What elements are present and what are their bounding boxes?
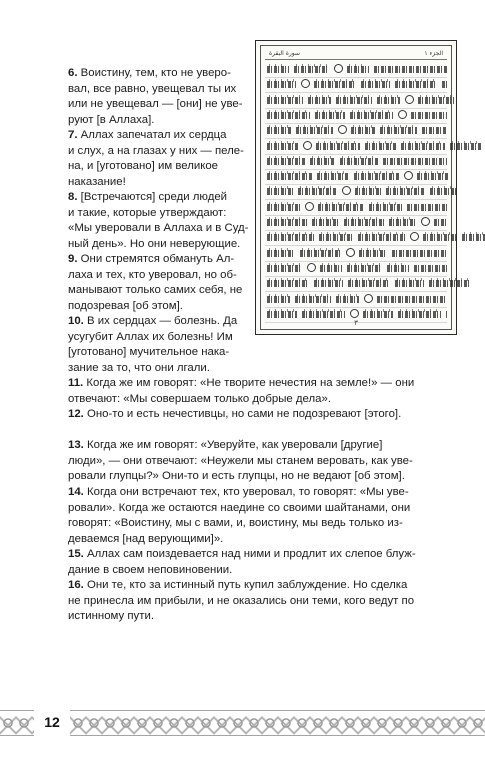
verse-12 — [68, 407, 428, 423]
arabic-diacritic-mark — [269, 110, 308, 113]
arabic-word-mark — [386, 188, 425, 195]
arabic-word-mark — [267, 158, 305, 165]
arabic-diacritic-mark — [389, 263, 407, 266]
quran-script-line — [265, 139, 447, 155]
arabic-word-mark — [383, 158, 447, 165]
arabic-diacritic-mark — [352, 110, 391, 113]
arabic-diacritic-mark — [269, 278, 307, 281]
verse-line: наказание! — [68, 175, 126, 188]
arabic-diacritic-mark — [342, 156, 376, 159]
arabic-diacritic-mark — [269, 232, 312, 235]
arabic-diacritic-mark — [400, 309, 439, 312]
arabic-diacritic-mark — [269, 248, 293, 251]
verse-line: на, и [уготовано] им великое — [68, 160, 218, 173]
arabic-diacritic-mark — [269, 263, 300, 266]
ayah-marker-icon — [398, 110, 407, 119]
arabic-word-mark — [411, 112, 447, 119]
arabic-word-mark — [294, 66, 329, 73]
verse-7 — [68, 128, 246, 190]
arabic-diacritic-mark — [346, 217, 382, 220]
arabic-word-mark — [315, 112, 345, 119]
arabic-diacritic-mark — [360, 232, 403, 235]
verse-line: зание за то, что они лгали. — [68, 361, 210, 374]
arabic-word-mark — [314, 280, 343, 287]
quran-script-line — [265, 184, 447, 200]
verse-line: вал, все равно, увещевал ты их — [68, 82, 237, 95]
arabic-word-mark — [354, 173, 399, 180]
verse-8 — [68, 190, 249, 252]
arabic-word-mark — [267, 296, 290, 303]
ayah-marker-icon — [421, 217, 430, 226]
verse-number: 7. — [68, 129, 78, 141]
arabic-diacritic-mark — [367, 141, 394, 144]
arabic-diacritic-mark — [419, 171, 447, 174]
arabic-diacritic-mark — [269, 294, 288, 297]
arabic-diacritic-mark — [316, 278, 341, 281]
arabic-word-mark — [267, 173, 312, 180]
verse-line: не принесла им прибыли, и не оказались они теми, кого ведут по — [68, 594, 415, 607]
quran-page-header — [265, 48, 447, 60]
verse-line: или не увещевал — [они] не уве- — [68, 98, 243, 111]
footer-ornament-right — [70, 710, 485, 736]
verse-line: В их сердцах — болезнь. Да — [83, 315, 238, 327]
arabic-word-mark — [417, 173, 449, 180]
quran-script-line — [265, 276, 447, 292]
arabic-word-mark — [296, 127, 333, 134]
arabic-word-mark — [359, 250, 387, 257]
arabic-word-mark — [267, 112, 310, 119]
arabic-word-mark — [295, 296, 331, 303]
verse-line: «Мы уверовали в Аллаха и в Суд- — [68, 222, 249, 235]
page-number: 12 — [44, 714, 60, 730]
arabic-diacritic-mark — [361, 248, 385, 251]
arabic-diacritic-mark — [320, 202, 362, 205]
arabic-word-mark — [314, 81, 356, 88]
quran-script-line — [265, 77, 447, 93]
arabic-word-mark — [267, 219, 307, 226]
arabic-word-mark — [429, 280, 471, 287]
quran-script-line — [265, 292, 447, 308]
arabic-word-mark — [434, 219, 447, 226]
arabic-diacritic-mark — [350, 278, 388, 281]
arabic-diacritic-mark — [382, 125, 415, 128]
verse-line: Когда они встречают тех, кто уверовал, то говорят: «Мы уве- — [83, 486, 409, 498]
arabic-diacritic-mark — [302, 248, 339, 251]
arabic-diacritic-mark — [269, 186, 291, 189]
verse-line: и слух, а на глазах у них — пеле- — [68, 144, 244, 157]
arabic-word-mark — [267, 127, 291, 134]
arabic-diacritic-mark — [363, 79, 388, 82]
verse-number: 10. — [68, 315, 84, 327]
quran-script-line — [265, 169, 447, 185]
arabic-diacritic-mark — [269, 171, 310, 174]
arabic-word-mark — [365, 143, 396, 150]
arabic-word-mark — [267, 66, 289, 73]
verse-15 — [68, 547, 428, 578]
verse-9 — [68, 252, 246, 314]
arabic-diacritic-mark — [269, 125, 289, 128]
arabic-diacritic-mark — [322, 263, 340, 266]
arabic-word-mark — [422, 127, 447, 134]
arabic-word-mark — [267, 265, 302, 272]
verse-line: Когда же им говорят: «Не творите нечестия на земле!» — они — [83, 377, 415, 389]
arabic-word-mark — [267, 97, 303, 104]
verse-number: 14. — [68, 486, 84, 498]
verse-13 — [68, 438, 428, 485]
arabic-word-mark — [347, 66, 369, 73]
arabic-diacritic-mark — [296, 64, 327, 67]
footer-ornament-left — [0, 710, 34, 736]
verse-16 — [68, 578, 428, 625]
arabic-diacritic-mark — [432, 186, 454, 189]
arabic-word-mark — [355, 188, 381, 195]
quran-script-line — [265, 108, 447, 124]
quran-script-line — [265, 154, 447, 170]
quran-page-number: ٣ — [354, 319, 358, 327]
verse-10 — [68, 314, 246, 376]
ayah-marker-icon — [307, 263, 316, 272]
arabic-word-mark — [401, 143, 445, 150]
arabic-word-mark — [320, 265, 342, 272]
verse-line: ровали». Когда же остаются наедине со своими шайтанами, они — [68, 501, 411, 514]
arabic-word-mark — [395, 280, 424, 287]
arabic-diacritic-mark — [269, 156, 303, 159]
arabic-diacritic-mark — [397, 278, 422, 281]
arabic-word-mark — [344, 219, 384, 226]
arabic-word-mark — [407, 204, 447, 211]
arabic-word-mark — [418, 97, 454, 104]
arabic-diacritic-mark — [314, 217, 337, 220]
verse-line: ный день». Но они неверующие. — [68, 237, 241, 250]
quran-script-line — [265, 215, 447, 231]
quran-page-frame — [260, 45, 452, 330]
quran-header-left: سورة البقرة — [269, 50, 300, 57]
arabic-diacritic-mark — [371, 202, 400, 205]
arabic-word-mark — [369, 204, 402, 211]
arabic-word-mark — [347, 265, 382, 272]
arabic-diacritic-mark — [298, 125, 331, 128]
ayah-marker-icon — [342, 186, 351, 195]
arabic-word-mark — [351, 127, 375, 134]
verse-line: отвечают: «Мы совершаем только добрые дела». — [68, 392, 331, 405]
arabic-diacritic-mark — [391, 217, 414, 220]
quran-script-line — [265, 200, 447, 216]
verse-line: манывают только самих себя, не — [68, 284, 243, 297]
verse-line: Аллах запечатал их сердца — [77, 129, 227, 141]
arabic-diacritic-mark — [269, 79, 294, 82]
ayah-marker-icon — [338, 125, 347, 134]
arabic-word-mark — [423, 234, 457, 241]
verse-number: 16. — [68, 579, 84, 591]
arabic-word-mark — [462, 234, 485, 241]
arabic-word-mark — [450, 143, 481, 150]
verse-number: 15. — [68, 548, 84, 560]
verse-line: лаха и тех, кто уверовал, но об- — [68, 268, 237, 281]
ayah-marker-icon — [346, 248, 355, 257]
arabic-diacritic-mark — [365, 309, 391, 312]
verse-line: усугубит Аллах их болезнь! Им — [68, 330, 233, 343]
verse-line: и такие, которые утверждают: — [68, 206, 227, 219]
verse-line: подозревая [об этом]. — [68, 299, 183, 312]
verse-6 — [68, 66, 246, 128]
quran-script-line — [265, 230, 447, 246]
ayah-marker-icon — [303, 141, 312, 150]
verse-line: Оно-то и есть нечестивцы, но сами не подозревают [этого]. — [83, 408, 402, 420]
verse-line: Воистину, тем, кто не уверо- — [77, 67, 231, 79]
quran-text-lines — [265, 62, 447, 315]
arabic-diacritic-mark — [317, 110, 343, 113]
arabic-word-mark — [340, 158, 378, 165]
ayah-marker-icon — [364, 294, 373, 303]
arabic-diacritic-mark — [316, 79, 354, 82]
arabic-diacritic-mark — [300, 186, 335, 189]
arabic-word-mark — [267, 250, 295, 257]
arabic-diacritic-mark — [353, 125, 373, 128]
arabic-diacritic-mark — [269, 95, 301, 98]
arabic-diacritic-mark — [269, 64, 287, 67]
arabic-word-mark — [308, 97, 331, 104]
arabic-word-mark — [336, 97, 372, 104]
verse-number: 6. — [68, 67, 78, 79]
ayah-marker-icon — [410, 232, 419, 241]
arabic-diacritic-mark — [349, 263, 380, 266]
verse-line: деваемся [над верующими]». — [68, 532, 224, 545]
arabic-word-mark — [319, 234, 353, 241]
quran-script-line — [265, 123, 447, 139]
arabic-diacritic-mark — [304, 309, 343, 312]
arabic-diacritic-mark — [452, 141, 479, 144]
arabic-word-mark — [446, 311, 447, 318]
arabic-diacritic-mark — [338, 294, 357, 297]
verse-line: руют [в Аллаха]. — [68, 113, 155, 126]
arabic-word-mark — [267, 143, 298, 150]
quran-header-right: الجزء ١ — [424, 50, 443, 57]
arabic-diacritic-mark — [269, 202, 298, 205]
arabic-word-mark — [377, 97, 400, 104]
arabic-diacritic-mark — [318, 141, 358, 144]
arabic-word-mark — [302, 311, 345, 318]
arabic-word-mark — [267, 234, 314, 241]
arabic-diacritic-mark — [269, 141, 296, 144]
verse-number: 11. — [68, 377, 84, 389]
verse-11 — [68, 376, 428, 407]
quran-script-line — [265, 93, 447, 109]
verse-line: [уготовано] мучительное нака- — [68, 346, 230, 359]
quran-script-line — [265, 246, 447, 262]
arabic-diacritic-mark — [464, 232, 485, 235]
verse-line: дание в своем неповиновении. — [68, 563, 233, 576]
arabic-diacritic-mark — [425, 232, 455, 235]
arabic-diacritic-mark — [403, 141, 443, 144]
ayah-marker-icon — [305, 202, 314, 211]
verse-line: люди», — они отвечают: «Неужели мы станем веровать, как уве- — [68, 454, 413, 467]
arabic-diacritic-mark — [388, 186, 423, 189]
arabic-word-mark — [350, 112, 393, 119]
arabic-diacritic-mark — [356, 171, 397, 174]
arabic-word-mark — [398, 311, 441, 318]
arabic-word-mark — [298, 188, 337, 195]
arabic-diacritic-mark — [357, 186, 379, 189]
arabic-diacritic-mark — [338, 95, 370, 98]
arabic-diacritic-mark — [319, 171, 347, 174]
verse-line: Они те, кто за истинный путь купил заблуждение. Но сделка — [83, 579, 408, 591]
verse-line: Они стремятся обмануть Ал- — [77, 253, 235, 265]
quran-script-line — [265, 62, 447, 78]
arabic-word-mark — [389, 219, 416, 226]
arabic-diacritic-mark — [321, 232, 351, 235]
arabic-word-mark — [267, 204, 300, 211]
arabic-word-mark — [267, 280, 309, 287]
verse-number: 12. — [68, 408, 84, 420]
arabic-word-mark — [267, 81, 296, 88]
verse-14 — [68, 485, 428, 547]
arabic-word-mark — [395, 81, 437, 88]
arabic-word-mark — [316, 143, 360, 150]
verse-line: [Встречаются] среди людей — [77, 191, 228, 203]
arabic-diacritic-mark — [269, 217, 305, 220]
verse-number: 13. — [68, 439, 84, 451]
arabic-word-mark — [300, 250, 341, 257]
arabic-word-mark — [430, 188, 456, 195]
verse-line: ровали глупцы?» Они-то и есть глупцы, но не ведают [об этом]. — [68, 470, 405, 483]
arabic-diacritic-mark — [349, 64, 367, 67]
arabic-word-mark — [377, 296, 447, 303]
arabic-word-mark — [387, 265, 409, 272]
arabic-diacritic-mark — [269, 309, 295, 312]
arabic-word-mark — [318, 204, 364, 211]
arabic-word-mark — [380, 127, 417, 134]
verse-number: 8. — [68, 191, 78, 203]
verse-number: 9. — [68, 253, 78, 265]
verse-line: истинному пути. — [68, 610, 154, 623]
arabic-diacritic-mark — [397, 79, 435, 82]
arabic-word-mark — [267, 188, 293, 195]
arabic-diacritic-mark — [431, 278, 469, 281]
arabic-word-mark — [310, 158, 335, 165]
arabic-word-mark — [374, 66, 447, 73]
arabic-word-mark — [267, 311, 297, 318]
arabic-word-mark — [392, 250, 447, 257]
arabic-diacritic-mark — [420, 95, 452, 98]
arabic-diacritic-mark — [379, 95, 398, 98]
arabic-diacritic-mark — [310, 95, 329, 98]
ayah-marker-icon — [301, 79, 310, 88]
page-footer — [0, 702, 485, 742]
verse-line: Аллах сам поиздевается над ними и продлит их слепое блуж- — [83, 548, 416, 560]
ayah-marker-icon — [350, 309, 359, 318]
arabic-word-mark — [414, 265, 447, 272]
arabic-word-mark — [312, 219, 339, 226]
ayah-marker-icon — [405, 95, 414, 104]
arabic-word-mark — [358, 234, 405, 241]
arabic-diacritic-mark — [297, 294, 329, 297]
ayah-marker-icon — [334, 64, 343, 73]
arabic-diacritic-mark — [312, 156, 333, 159]
arabic-word-mark — [336, 296, 359, 303]
quran-page-image — [255, 40, 457, 335]
verse-line: говорят: «Воистину, мы с вами, и, воистину, мы ведь только из- — [68, 517, 403, 530]
quran-script-line — [265, 261, 447, 277]
verse-line: Когда же им говорят: «Уверуйте, как уверовали [другие] — [83, 439, 383, 451]
arabic-word-mark — [442, 81, 447, 88]
arabic-word-mark — [317, 173, 349, 180]
arabic-word-mark — [363, 311, 393, 318]
arabic-word-mark — [348, 280, 390, 287]
ayah-marker-icon — [404, 171, 413, 180]
arabic-word-mark — [361, 81, 390, 88]
